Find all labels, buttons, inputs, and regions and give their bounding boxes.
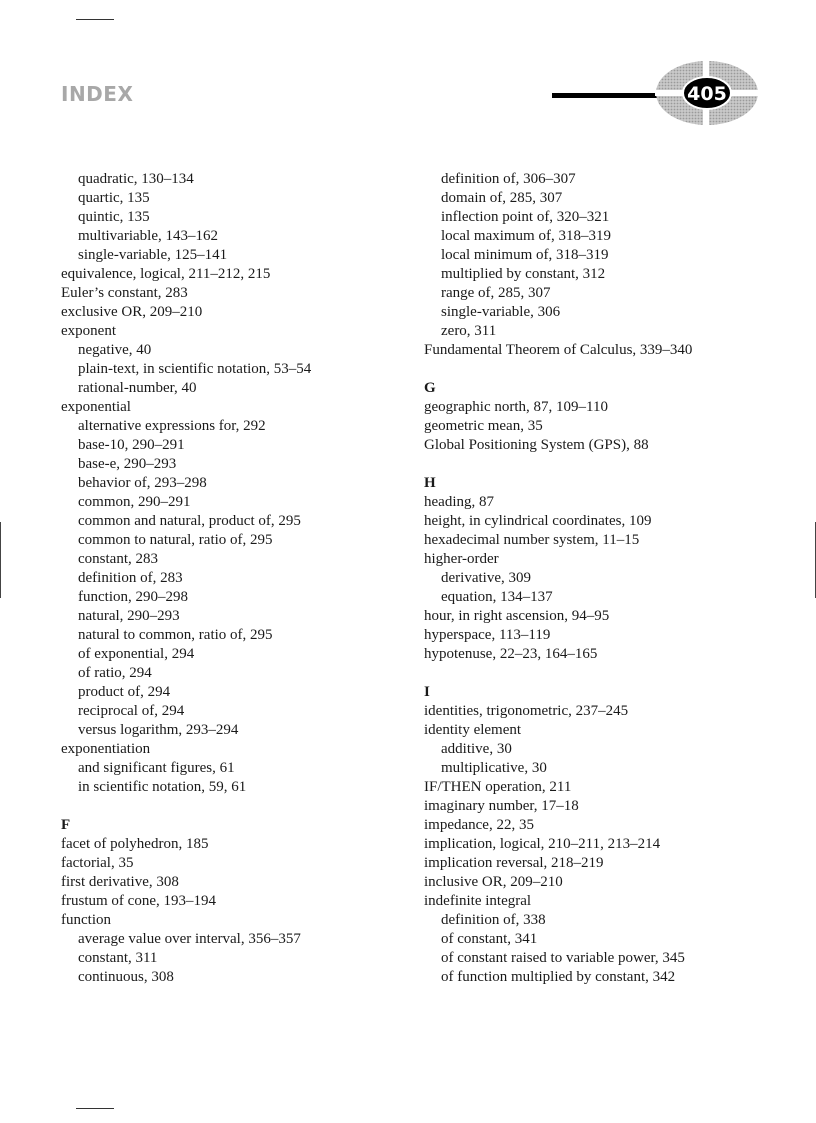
index-entry: factorial, 35 <box>61 855 134 871</box>
index-entry: hexadecimal number system, 11–15 <box>424 532 640 548</box>
index-entry: implication, logical, 210–211, 213–214 <box>424 836 661 852</box>
crop-mark-top <box>76 19 114 20</box>
index-entry: Fundamental Theorem of Calculus, 339–340 <box>424 342 693 358</box>
index-column-right <box>424 170 794 987</box>
margin-mark-left <box>0 522 1 598</box>
index-entry: exponent <box>61 323 116 339</box>
index-entry: hypotenuse, 22–23, 164–165 <box>424 646 598 662</box>
index-entry: exponentiation <box>61 741 151 757</box>
index-entry: imaginary number, 17–18 <box>424 798 579 814</box>
index-subentry: quintic, 135 <box>78 209 150 225</box>
index-entry: function <box>61 912 111 928</box>
index-subentry: domain of, 285, 307 <box>441 190 563 206</box>
index-subentry: local maximum of, 318–319 <box>441 228 611 244</box>
crop-mark-bottom <box>76 1108 114 1109</box>
index-subentry: of exponential, 294 <box>78 646 195 662</box>
index-subentry: definition of, 338 <box>441 912 546 928</box>
index-subentry: range of, 285, 307 <box>441 285 551 301</box>
index-column-left <box>61 170 391 987</box>
index-subentry: inflection point of, 320–321 <box>441 209 610 225</box>
index-subentry: natural to common, ratio of, 295 <box>78 627 273 643</box>
index-entry: inclusive OR, 209–210 <box>424 874 563 890</box>
index-subentry: definition of, 306–307 <box>441 171 576 187</box>
index-subentry: constant, 283 <box>78 551 158 567</box>
index-subentry: constant, 311 <box>78 950 158 966</box>
index-subentry: multiplicative, 30 <box>441 760 547 776</box>
index-subentry: function, 290–298 <box>78 589 188 605</box>
index-subentry: multiplied by constant, 312 <box>441 266 606 282</box>
index-subentry: single-variable, 125–141 <box>78 247 228 263</box>
index-letter-heading: I <box>424 684 430 700</box>
index-subentry: definition of, 283 <box>78 570 183 586</box>
index-entry: exclusive OR, 209–210 <box>61 304 203 320</box>
index-subentry: local minimum of, 318–319 <box>441 247 609 263</box>
index-subentry: continuous, 308 <box>78 969 174 985</box>
index-entry: frustum of cone, 193–194 <box>61 893 216 909</box>
index-subentry: rational-number, 40 <box>78 380 197 396</box>
index-subentry: and significant figures, 61 <box>78 760 235 776</box>
index-subentry: of function multiplied by constant, 342 <box>441 969 676 985</box>
index-entry: implication reversal, 218–219 <box>424 855 604 871</box>
index-subentry: quadratic, 130–134 <box>78 171 194 187</box>
index-entry: Euler’s constant, 283 <box>61 285 188 301</box>
index-subentry: plain-text, in scientific notation, 53–54 <box>78 361 312 377</box>
index-subentry: negative, 40 <box>78 342 152 358</box>
index-entry: indefinite integral <box>424 893 532 909</box>
index-entry: hyperspace, 113–119 <box>424 627 551 643</box>
index-entry: identity element <box>424 722 522 738</box>
page-number: 405 <box>687 83 727 105</box>
index-subentry: versus logarithm, 293–294 <box>78 722 239 738</box>
index-subentry: base-e, 290–293 <box>78 456 177 472</box>
index-entry: higher-order <box>424 551 499 567</box>
index-entry: impedance, 22, 35 <box>424 817 534 833</box>
index-entry: geometric mean, 35 <box>424 418 543 434</box>
running-head-title: INDEX <box>61 82 134 106</box>
index-entry: exponential <box>61 399 131 415</box>
index-subentry: of constant raised to variable power, 345 <box>441 950 685 966</box>
index-letter-heading: H <box>424 475 436 491</box>
index-entry: identities, trigonometric, 237–245 <box>424 703 629 719</box>
index-subentry: multivariable, 143–162 <box>78 228 218 244</box>
page-number-badge <box>655 60 759 126</box>
index-letter-heading: F <box>61 817 71 833</box>
index-entry: equivalence, logical, 211–212, 215 <box>61 266 271 282</box>
index-subentry: of ratio, 294 <box>78 665 152 681</box>
index-subentry: common, 290–291 <box>78 494 191 510</box>
index-subentry: quartic, 135 <box>78 190 150 206</box>
index-entry: Global Positioning System (GPS), 88 <box>424 437 649 453</box>
index-subentry: additive, 30 <box>441 741 512 757</box>
index-subentry: single-variable, 306 <box>441 304 561 320</box>
index-entry: heading, 87 <box>424 494 494 510</box>
index-subentry: base-10, 290–291 <box>78 437 185 453</box>
index-subentry: zero, 311 <box>441 323 497 339</box>
index-subentry: of constant, 341 <box>441 931 538 947</box>
index-subentry: equation, 134–137 <box>441 589 553 605</box>
index-subentry: common to natural, ratio of, 295 <box>78 532 273 548</box>
index-subentry: derivative, 309 <box>441 570 531 586</box>
index-subentry: natural, 290–293 <box>78 608 180 624</box>
index-subentry: alternative expressions for, 292 <box>78 418 266 434</box>
index-entry: geographic north, 87, 109–110 <box>424 399 608 415</box>
index-entry: facet of polyhedron, 185 <box>61 836 209 852</box>
index-entry: height, in cylindrical coordinates, 109 <box>424 513 652 529</box>
index-entry: first derivative, 308 <box>61 874 179 890</box>
index-letter-heading: G <box>424 380 436 396</box>
index-subentry: average value over interval, 356–357 <box>78 931 301 947</box>
index-entry: hour, in right ascension, 94–95 <box>424 608 610 624</box>
index-subentry: reciprocal of, 294 <box>78 703 185 719</box>
index-entry: IF/THEN operation, 211 <box>424 779 572 795</box>
index-subentry: common and natural, product of, 295 <box>78 513 301 529</box>
index-subentry: in scientific notation, 59, 61 <box>78 779 247 795</box>
index-subentry: behavior of, 293–298 <box>78 475 207 491</box>
index-subentry: product of, 294 <box>78 684 171 700</box>
